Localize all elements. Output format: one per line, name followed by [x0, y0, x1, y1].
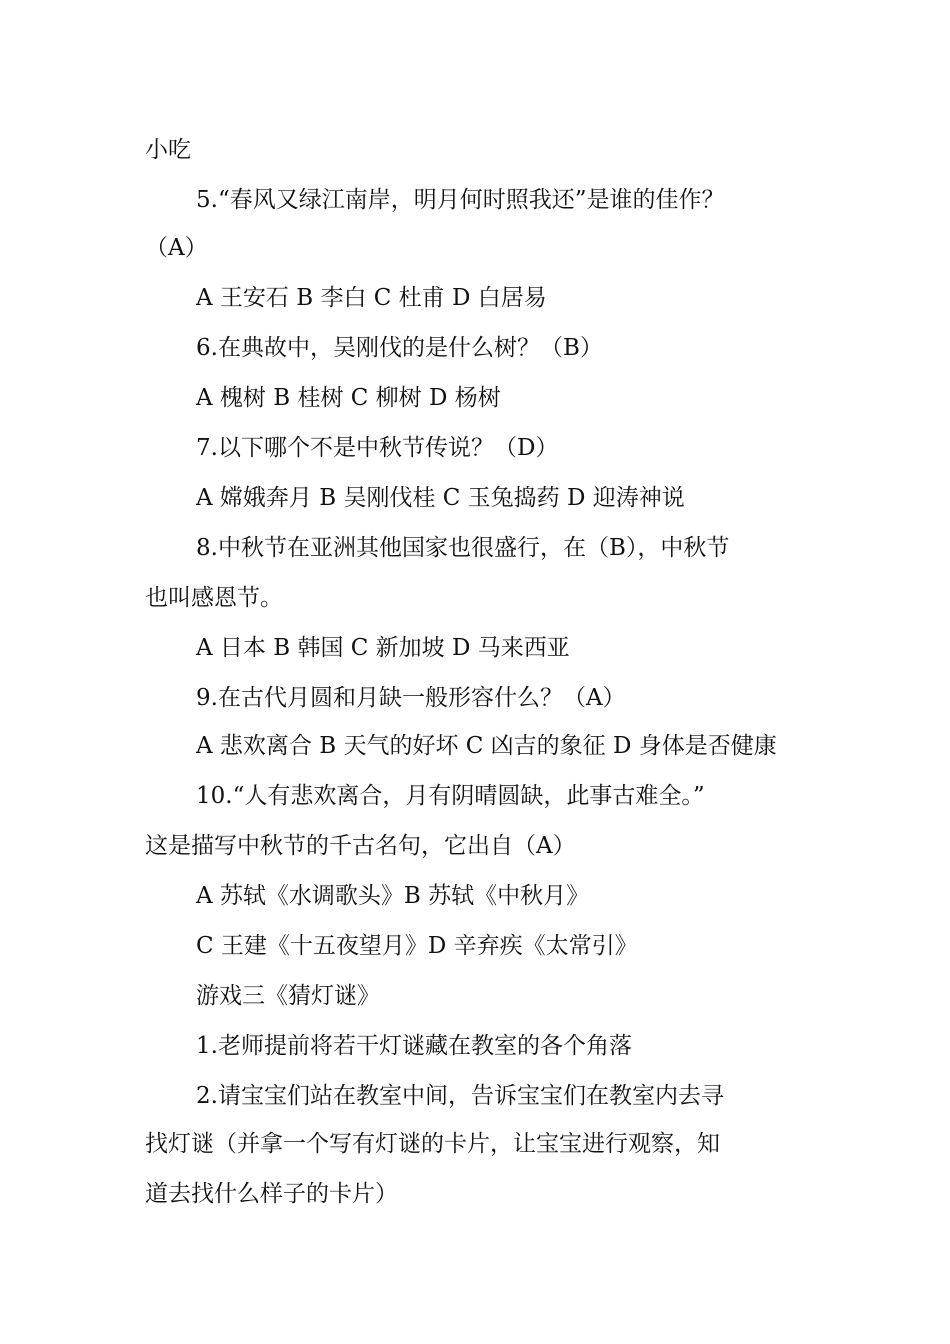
game-three-heading: 游戏三《猜灯谜》 — [196, 983, 380, 1009]
question-10-continued: 这是描写中秋节的千古名句，它出自（A） — [145, 833, 576, 859]
game-step-2-end: 道去找什么样子的卡片） — [145, 1181, 398, 1207]
question-5: 5.“春风又绿江南岸，明月何时照我还”是谁的佳作？ — [196, 187, 725, 213]
question-10-options-1: A 苏轼《水调歌头》B 苏轼《中秋月》 — [196, 883, 590, 909]
text-line: 小吃 — [145, 137, 191, 163]
game-step-1: 1.老师提前将若干灯谜藏在教室的各个角落 — [196, 1033, 632, 1059]
question-6-options: A 槐树 B 桂树 C 柳树 D 杨树 — [196, 385, 501, 411]
game-step-2-continued: 找灯谜（并拿一个写有灯谜的卡片，让宝宝进行观察，知 — [145, 1131, 720, 1157]
question-7-options: A 嫦娥奔月 B 吴刚伐桂 C 玉兔捣药 D 迎涛神说 — [196, 485, 685, 511]
question-8-options: A 日本 B 韩国 C 新加坡 D 马来西亚 — [196, 635, 570, 661]
game-step-2: 2.请宝宝们站在教室中间，告诉宝宝们在教室内去寻 — [196, 1083, 724, 1109]
question-10: 10.“人有悲欢离合，月有阴晴圆缺，此事古难全。” — [196, 783, 705, 809]
question-8: 8.中秋节在亚洲其他国家也很盛行，在（B），中秋节 — [196, 535, 730, 561]
question-9-options: A 悲欢离合 B 天气的好坏 C 凶吉的象征 D 身体是否健康 — [196, 733, 777, 759]
question-8-continued: 也叫感恩节。 — [145, 585, 283, 611]
question-5-answer: （A） — [145, 235, 208, 261]
question-7: 7.以下哪个不是中秋节传说？（D） — [196, 435, 559, 461]
question-10-options-2: C 王建《十五夜望月》D 辛弃疾《太常引》 — [196, 933, 638, 959]
question-5-options: A 王安石 B 李白 C 杜甫 D 白居易 — [196, 285, 547, 311]
question-9: 9.在古代月圆和月缺一般形容什么？（A） — [196, 685, 626, 711]
question-6: 6.在典故中，吴刚伐的是什么树？（B） — [196, 335, 603, 361]
